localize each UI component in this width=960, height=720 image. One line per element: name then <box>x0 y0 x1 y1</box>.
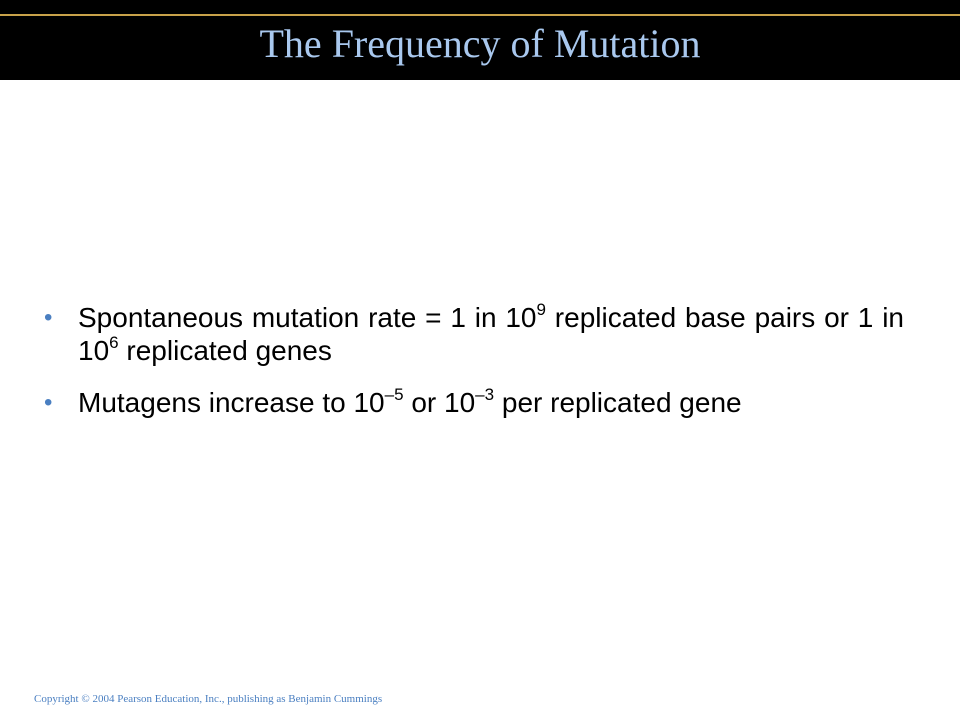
bullet-text-part: Mutagens increase to 10 <box>78 387 385 418</box>
bullet-text-part: or 10 <box>403 387 476 418</box>
bullet-item-spontaneous-rate <box>44 301 904 367</box>
exponent: –5 <box>384 384 404 404</box>
exponent: 6 <box>109 332 119 352</box>
copyright-footer: Copyright © 2004 Pearson Education, Inc., publishing as Benjamin Cummings <box>34 693 383 705</box>
bullet-text-part: replicated base pairs or 1 in 10 <box>78 302 904 366</box>
slide-title: The Frequency of Mutation <box>259 21 701 66</box>
bullet-list <box>44 301 904 438</box>
bullet-dot-icon: • <box>44 304 53 331</box>
bullet-text-part: replicated genes <box>118 335 332 366</box>
title-bar <box>0 0 960 80</box>
bullet-dot-icon: • <box>44 389 53 416</box>
bullet-text-part: per replicated gene <box>494 387 742 418</box>
bullet-item-mutagens <box>44 386 904 419</box>
title-rule <box>0 14 960 16</box>
exponent: 9 <box>536 299 546 319</box>
bullet-text-part: Spontaneous mutation rate = 1 in 10 <box>78 302 537 333</box>
exponent: –3 <box>475 384 495 404</box>
